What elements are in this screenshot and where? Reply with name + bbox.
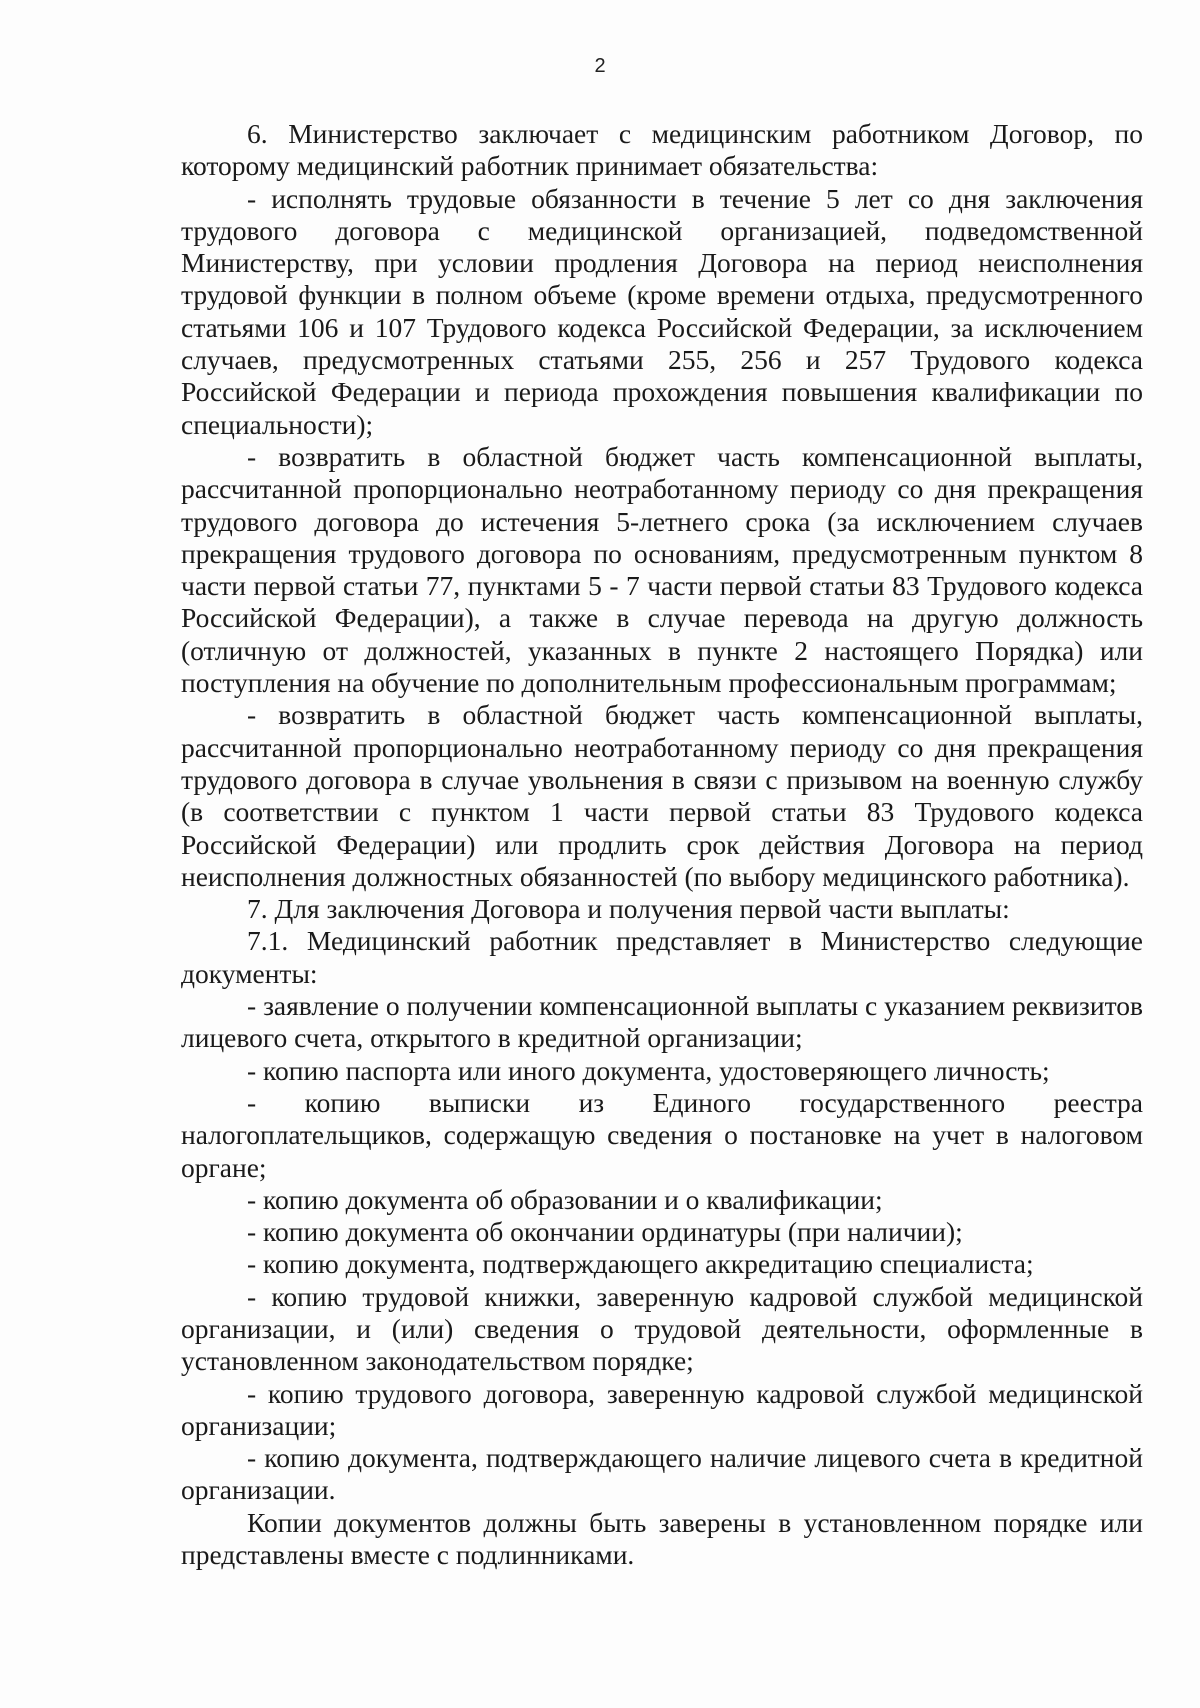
document-item-residency: - копию документа об окончании ординатуры (при наличии);: [247, 1216, 963, 1248]
paragraph-7-heading: 7. Для заключения Договора и получения первой части выплаты:: [247, 893, 1010, 925]
document-item-tax-extract: - копию выписки из Единого государственного реестра налогоплательщиков, содержащую сведения о постановке на учет в налоговом органе;: [181, 1086, 1143, 1183]
document-item-application: - заявление о получении компенсационной выплаты с указанием реквизитов лицевого счета, открытого в кредитной организации;: [181, 990, 1143, 1054]
document-item-passport: - копию паспорта или иного документа, удостоверяющего личность;: [247, 1054, 1050, 1086]
paragraph-7-1-intro: 7.1. Медицинский работник представляет в Министерство следующие документы:: [181, 925, 1143, 989]
document-item-accreditation: - копию документа, подтверждающего аккредитацию специалиста;: [247, 1248, 1034, 1280]
document-item-employment-contract: - копию трудового договора, заверенную кадровой службой медицинской организации;: [181, 1377, 1143, 1441]
paragraph-6-intro: 6. Министерство заключает с медицинским работником Договор, по которому медицинский работник принимает обязательства:: [181, 118, 1143, 182]
document-item-employment-book: - копию трудовой книжки, заверенную кадровой службой медицинской организации, и (или) сведения о трудовой деятельности, оформленные в установленном законодательством порядке;: [181, 1280, 1143, 1377]
obligation-item-refund: - возвратить в областной бюджет часть компенсационной выплаты, рассчитанной пропорционально неотработанному периоду со дня прекращения трудового договора до истечения 5-летнего срока (за исключением случаев прекращения трудового договора по основаниям, предусмотренным пунктом 8 части первой статьи 77, пунктами 5 - 7 части первой статьи 83 Трудового кодекса Российской Федерации), а также в случае перевода на другую должность (отличную от должностей, указанных в пункте 2 настоящего Порядка) или поступления на обучение по дополнительным профессиональным программам;: [181, 440, 1143, 699]
document-item-bank-account: - копию документа, подтверждающего наличие лицевого счета в кредитной организации.: [181, 1442, 1143, 1506]
closing-note: Копии документов должны быть заверены в установленном порядке или представлены вместе с подлинниками.: [181, 1506, 1143, 1571]
obligation-item-work: - исполнять трудовые обязанности в течение 5 лет со дня заключения трудового договора с медицинской организацией, подведомственной Министерству, при условии продления Договора на период неисполнения трудовой функции в полном объеме (кроме времени отдыха, предусмотренного статьями 106 и 107 Трудового кодекса Российской Федерации, за исключением случаев, предусмотренных статьями 255, 256 и 257 Трудового кодекса Российской Федерации и периода прохождения повышения квалификации по специальности);: [181, 182, 1143, 440]
document-item-education: - копию документа об образовании и о квалификации;: [247, 1183, 883, 1215]
document-body: [181, 118, 1143, 1571]
obligation-item-military: - возвратить в областной бюджет часть компенсационной выплаты, рассчитанной пропорционально неотработанному периоду со дня прекращения трудового договора в случае увольнения в связи с призывом на военную службу (в соответствии с пунктом 1 части первой статьи 83 Трудового кодекса Российской Федерации) или продлить срок действия Договора на период неисполнения должностных обязанностей (по выбору медицинского работника).: [181, 699, 1143, 892]
page-number: 2: [594, 55, 606, 77]
